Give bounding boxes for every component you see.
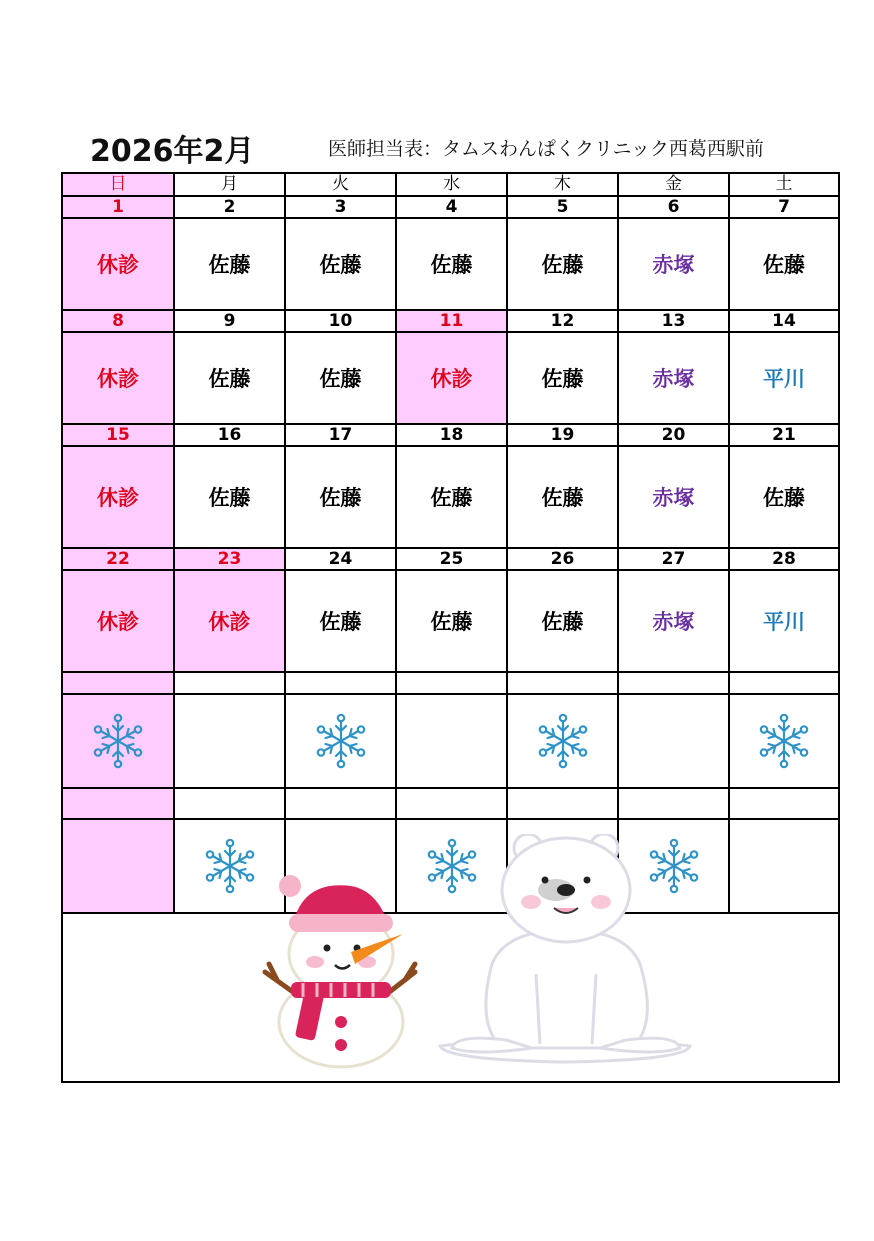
weekday-thu: 木 <box>507 174 618 196</box>
date-cell: 9 <box>174 310 285 332</box>
weekday-sun: 日 <box>63 174 174 196</box>
date-cell: 13 <box>618 310 729 332</box>
weekday-header-row <box>63 174 838 196</box>
date-cell: 8 <box>63 310 174 332</box>
doctor-cell-closed: 休診 <box>396 332 507 424</box>
doctor-cell: 赤塚 <box>618 218 729 310</box>
weekday-mon: 月 <box>174 174 285 196</box>
snowflake-cell <box>285 694 396 788</box>
date-cell: 26 <box>507 548 618 570</box>
doctor-cell: 佐藤 <box>729 446 838 548</box>
doctor-cell: 赤塚 <box>618 570 729 672</box>
doctor-cell: 佐藤 <box>174 446 285 548</box>
empty-date-row <box>63 672 838 694</box>
empty-cell <box>396 672 507 694</box>
empty-cell <box>618 672 729 694</box>
date-row <box>63 548 838 570</box>
date-row <box>63 196 838 218</box>
empty-cell <box>63 819 174 913</box>
weekday-fri: 金 <box>618 174 729 196</box>
doctor-row <box>63 218 838 310</box>
empty-cell <box>507 788 618 819</box>
weekday-sat: 土 <box>729 174 838 196</box>
doctor-cell-closed: 休診 <box>63 570 174 672</box>
doctor-cell: 佐藤 <box>174 332 285 424</box>
doctor-cell: 赤塚 <box>618 332 729 424</box>
empty-cell <box>729 819 838 913</box>
empty-cell <box>63 788 174 819</box>
date-cell: 5 <box>507 196 618 218</box>
empty-cell <box>174 672 285 694</box>
doctor-cell: 佐藤 <box>285 570 396 672</box>
date-cell: 28 <box>729 548 838 570</box>
date-cell: 11 <box>396 310 507 332</box>
date-cell: 15 <box>63 424 174 446</box>
empty-cell <box>507 672 618 694</box>
doctor-cell: 佐藤 <box>507 570 618 672</box>
doctor-cell: 佐藤 <box>729 218 838 310</box>
date-cell: 10 <box>285 310 396 332</box>
clinic-title: 医師担当表：タムスわんぱくクリニック西葛西駅前 <box>328 138 764 160</box>
date-cell: 1 <box>63 196 174 218</box>
doctor-cell: 佐藤 <box>396 218 507 310</box>
snowflake-icon <box>313 713 369 769</box>
empty-cell <box>396 694 507 788</box>
doctor-row <box>63 332 838 424</box>
date-cell: 20 <box>618 424 729 446</box>
doctor-cell: 佐藤 <box>507 446 618 548</box>
snowflake-icon <box>756 713 812 769</box>
date-cell: 18 <box>396 424 507 446</box>
date-row <box>63 310 838 332</box>
doctor-cell: 佐藤 <box>396 570 507 672</box>
empty-cell <box>174 788 285 819</box>
weekday-wed: 水 <box>396 174 507 196</box>
date-cell: 4 <box>396 196 507 218</box>
date-cell: 2 <box>174 196 285 218</box>
snowflake-icon <box>90 713 146 769</box>
doctor-row <box>63 570 838 672</box>
doctor-cell: 平川 <box>729 570 838 672</box>
empty-cell <box>729 788 838 819</box>
empty-cell <box>396 788 507 819</box>
doctor-cell: 平川 <box>729 332 838 424</box>
doctor-cell-closed: 休診 <box>63 446 174 548</box>
snowflake-icon <box>202 838 258 894</box>
empty-date-row <box>63 788 838 819</box>
empty-cell <box>729 672 838 694</box>
doctor-cell: 佐藤 <box>285 218 396 310</box>
empty-cell <box>618 694 729 788</box>
empty-cell <box>285 788 396 819</box>
date-row <box>63 424 838 446</box>
doctor-cell-closed: 休診 <box>63 218 174 310</box>
date-cell: 19 <box>507 424 618 446</box>
date-cell: 16 <box>174 424 285 446</box>
date-cell: 17 <box>285 424 396 446</box>
date-cell: 12 <box>507 310 618 332</box>
empty-cell <box>618 788 729 819</box>
doctor-cell: 佐藤 <box>507 332 618 424</box>
date-cell: 24 <box>285 548 396 570</box>
date-cell: 6 <box>618 196 729 218</box>
date-cell: 21 <box>729 424 838 446</box>
month-title: 2026年2月 <box>90 134 255 169</box>
doctor-cell: 佐藤 <box>174 218 285 310</box>
date-cell: 22 <box>63 548 174 570</box>
doctor-row <box>63 446 838 548</box>
doctor-cell: 佐藤 <box>285 332 396 424</box>
date-cell: 7 <box>729 196 838 218</box>
snowflake-icon <box>535 713 591 769</box>
doctor-cell: 赤塚 <box>618 446 729 548</box>
empty-cell <box>63 672 174 694</box>
empty-cell <box>174 694 285 788</box>
polar-bear-icon <box>436 834 696 1070</box>
empty-doctor-row <box>63 694 838 788</box>
date-cell: 3 <box>285 196 396 218</box>
date-cell: 27 <box>618 548 729 570</box>
doctor-cell-closed: 休診 <box>63 332 174 424</box>
doctor-cell: 佐藤 <box>396 446 507 548</box>
date-cell: 23 <box>174 548 285 570</box>
weekday-tue: 火 <box>285 174 396 196</box>
snowman-icon <box>255 872 425 1072</box>
snowflake-cell <box>729 694 838 788</box>
date-cell: 14 <box>729 310 838 332</box>
doctor-cell: 佐藤 <box>285 446 396 548</box>
empty-cell <box>285 672 396 694</box>
snowflake-cell <box>63 694 174 788</box>
doctor-cell: 佐藤 <box>507 218 618 310</box>
date-cell: 25 <box>396 548 507 570</box>
doctor-cell-closed: 休診 <box>174 570 285 672</box>
snowflake-cell <box>507 694 618 788</box>
